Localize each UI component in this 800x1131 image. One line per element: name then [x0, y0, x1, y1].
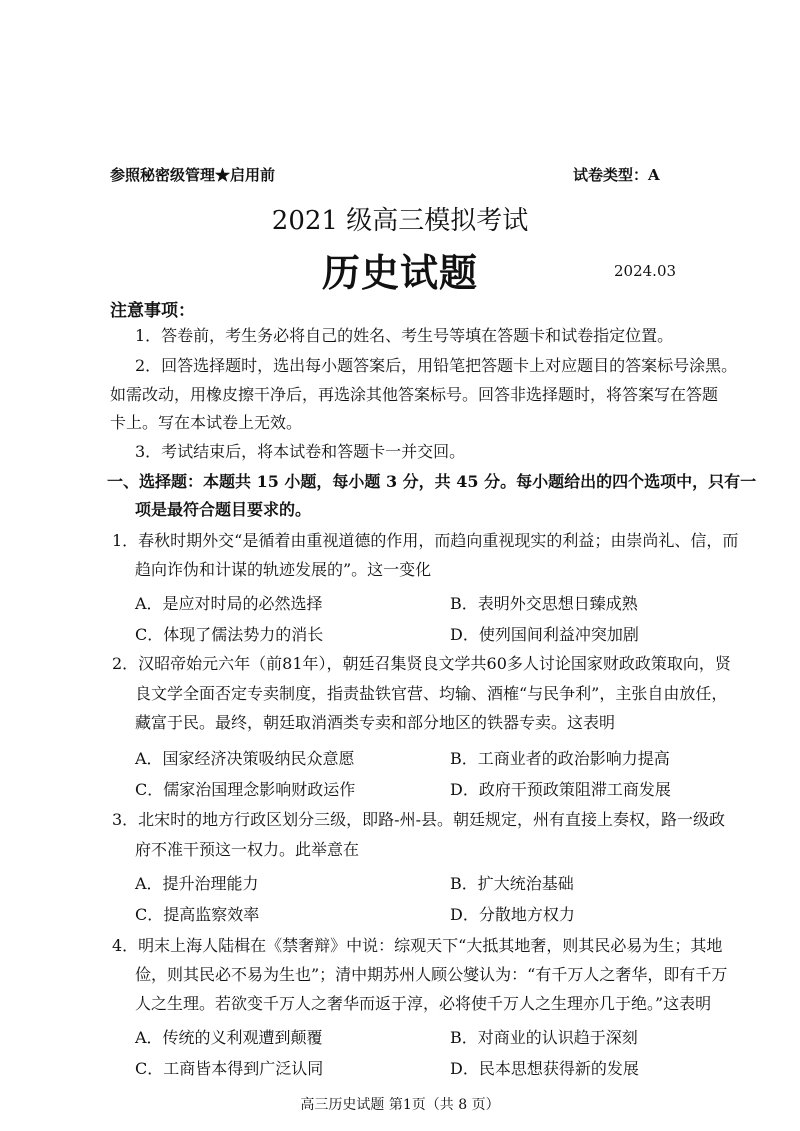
question-3-stem-line-1: 3．北宋时的地方行政区划分三级，即路-州-县。朝廷规定，州有直接上奏权，路一级政 [112, 810, 725, 829]
notice-item-3: 3．考试结束后，将本试卷和答题卡一并交回。 [135, 442, 466, 461]
question-1-option-c: C．体现了儒法势力的消长 [135, 625, 324, 644]
exam-title: 2021 级高三模拟考试 [271, 206, 529, 236]
question-1-stem-line-2: 趋向诈伪和计谋的轨迹发展的”。这一变化 [135, 560, 432, 579]
exam-date: 2024.03 [614, 262, 677, 280]
question-4-option-b: B．对商业的认识趋于深刻 [450, 1028, 638, 1047]
question-1-stem-line-1: 1．春秋时期外交“是循着由重视道德的作用，而趋向重视现实的利益；由崇尚礼、信，而 [112, 531, 739, 550]
page-footer: 高三历史试题 第1页（共 8 页） [300, 1097, 500, 1113]
question-4-option-d: D．民本思想获得新的发展 [450, 1059, 639, 1078]
question-3-option-b: B．扩大统治基础 [450, 874, 574, 893]
question-2-stem-line-2: 良文学全面否定专卖制度，指责盐铁官营、均输、酒榷“与民争利”，主张自由放任， [135, 684, 728, 703]
question-4-option-c: C．工商皆本得到广泛认同 [135, 1059, 324, 1078]
question-1-option-b: B．表明外交思想日臻成熟 [450, 594, 638, 613]
notice-heading: 注意事项： [110, 301, 195, 321]
question-3-option-d: D．分散地方权力 [450, 905, 575, 924]
notice-item-2-line-2: 如需改动，用橡皮擦干净后，再选涂其他答案标号。回答非选择题时，将答案写在答题 [110, 385, 719, 404]
question-3-option-a: A．提升治理能力 [135, 874, 259, 893]
question-2-option-d: D．政府干预政策阻滞工商发展 [450, 780, 671, 799]
question-4-option-a: A．传统的义利观遭到颠覆 [135, 1028, 323, 1047]
question-1-option-a: A．是应对时局的必然选择 [135, 594, 323, 613]
question-2-option-c: C．儒家治国理念影响财政运作 [135, 780, 356, 799]
question-4-stem-line-1: 4．明末上海人陆楫在《禁奢辩》中说：综观天下“大抵其地奢，则其民必易为生；其地 [112, 936, 723, 955]
subject-title: 历史试题 [321, 250, 478, 295]
question-2-stem-line-3: 藏富于民。最终，朝廷取消酒类专卖和部分地区的铁器专卖。这表明 [135, 713, 616, 732]
question-2-option-b: B．工商业者的政治影响力提高 [450, 749, 670, 768]
question-1-option-d: D．使列国间利益冲突加剧 [450, 625, 639, 644]
notice-item-1: 1．答卷前，考生务必将自己的姓名、考生号等填在答题卡和试卷指定位置。 [135, 326, 674, 345]
confidentiality-label: 参照秘密级管理★启用前 [110, 166, 276, 184]
section-heading-line-2: 项是最符合题目要求的。 [135, 500, 312, 519]
paper-type-label: 试卷类型：A [573, 166, 660, 184]
question-4-stem-line-2: 俭，则其民必不易为生也”；清中期苏州人顾公燮认为：“有千万人之奢华，即有千万 [135, 965, 728, 984]
question-3-option-c: C．提高监察效率 [135, 905, 260, 924]
question-3-stem-line-2: 府不准干预这一权力。此举意在 [135, 840, 360, 859]
question-2-option-a: A．国家经济决策吸纳民众意愿 [135, 749, 355, 768]
question-2-stem-line-1: 2．汉昭帝始元六年（前81年），朝廷召集贤良文学共60多人讨论国家财政政策取向，贤 [112, 654, 731, 673]
question-4-stem-line-3: 人之生理。若欲变千万人之奢华而返于淳，必将使千万人之生理亦几于绝。”这表明 [135, 994, 712, 1013]
notice-item-2-line-3: 卡上。写在本试卷上无效。 [110, 413, 303, 432]
section-heading-line-1: 一、选择题：本题共 15 小题，每小题 3 分，共 45 分。每小题给出的四个选项中，只有一 [107, 472, 757, 491]
notice-item-2-line-1: 2．回答选择题时，选出每小题答案后，用铅笔把答题卡上对应题目的答案标号涂黑。 [135, 356, 738, 375]
